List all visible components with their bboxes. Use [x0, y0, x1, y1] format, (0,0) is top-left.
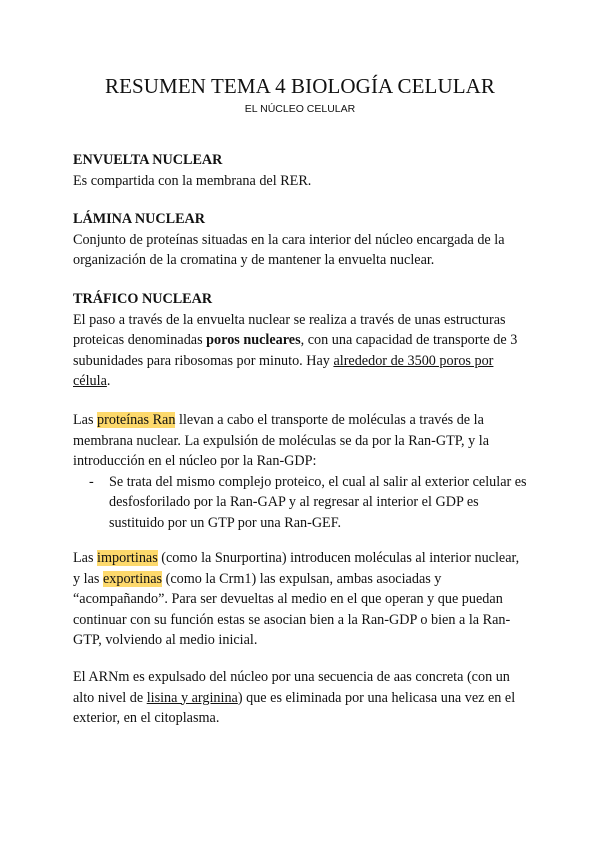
- text-run: El ARNm es expulsado del núcleo por una secuencia de aas concreta (con un alto nivel de: [73, 669, 510, 706]
- text-run: , con una capacidad de transporte de 3 subunidades para ribosomas por minuto. Hay: [73, 332, 518, 369]
- paragraph-proteinas-ran: [73, 410, 528, 534]
- dash-bullet: -: [89, 473, 94, 490]
- bold-term-poros-nucleares: poros nucleares: [206, 332, 301, 349]
- paragraph-text: [73, 667, 528, 729]
- paragraph-importinas: [73, 548, 528, 651]
- section-trafico-nuclear: [73, 289, 528, 392]
- text-run: ) que es eliminada por una helicasa una vez en el exterior, en el citoplasma.: [73, 689, 516, 727]
- text-run: .: [106, 373, 111, 390]
- text-run: Las: [73, 550, 98, 566]
- paragraph-text: [73, 410, 528, 472]
- list-item-text: Se trata del mismo complejo proteico, el cual al salir al exterior celular es desfosforilado por la Ran-GAP y al regresar al interior el GDP es sustituido por un GTP por una Ran-GEF.: [109, 473, 527, 531]
- text-run: El paso a través de la envuelta nuclear se realiza a través de unas estructuras proteicas denominadas: [73, 311, 506, 349]
- document-title: RESUMEN TEMA 4 BIOLOGÍA CELULAR: [104, 74, 496, 98]
- text-run: Las: [73, 412, 98, 428]
- section-text: Conjunto de proteínas situadas en la cara interior del núcleo encargada de la organización de la cromatina y de mantener la envuelta nuclear.: [73, 231, 505, 269]
- list-item: [73, 472, 528, 534]
- text-run: (como la Snurportina) introducen moléculas al interior nuclear, y las: [73, 550, 520, 587]
- paragraph-arnm: [73, 667, 528, 729]
- text-run: (como la Crm1) las expulsan, ambas asociadas y “acompañando”. Para ser devueltas al medio en el que operan y que puedan continuar con su función estas se asocian bien a la Ran-GDP o bien a la Ran-GTP, volviendo al medio inicial.: [73, 570, 511, 649]
- section-heading: TRÁFICO NUCLEAR: [73, 291, 213, 307]
- section-heading: ENVUELTA NUCLEAR: [73, 152, 223, 168]
- paragraph-poros: [73, 310, 528, 392]
- bullet-list: [73, 472, 528, 534]
- highlighted-term: proteínas Ran: [97, 412, 176, 428]
- paragraph-text: [73, 548, 528, 651]
- document-subtitle: EL NÚCLEO CELULAR: [244, 103, 356, 115]
- section-text: Es compartida con la membrana del RER.: [73, 172, 312, 189]
- highlighted-term: exportinas: [102, 570, 163, 587]
- highlighted-term: importinas: [97, 550, 158, 566]
- underlined-text: lisina y arginina: [146, 689, 238, 706]
- text-run: llevan a cabo el transporte de moléculas a través de la membrana nuclear. La expulsión de moléculas se da por la Ran-GTP, y la introducción en el núcleo por la Ran-GDP:: [73, 412, 490, 470]
- section-envuelta-nuclear: [73, 150, 528, 191]
- section-heading: LÁMINA NUCLEAR: [73, 211, 206, 227]
- underlined-text: alrededor de 3500 poros por célula: [73, 352, 494, 390]
- section-lamina-nuclear: [73, 209, 528, 271]
